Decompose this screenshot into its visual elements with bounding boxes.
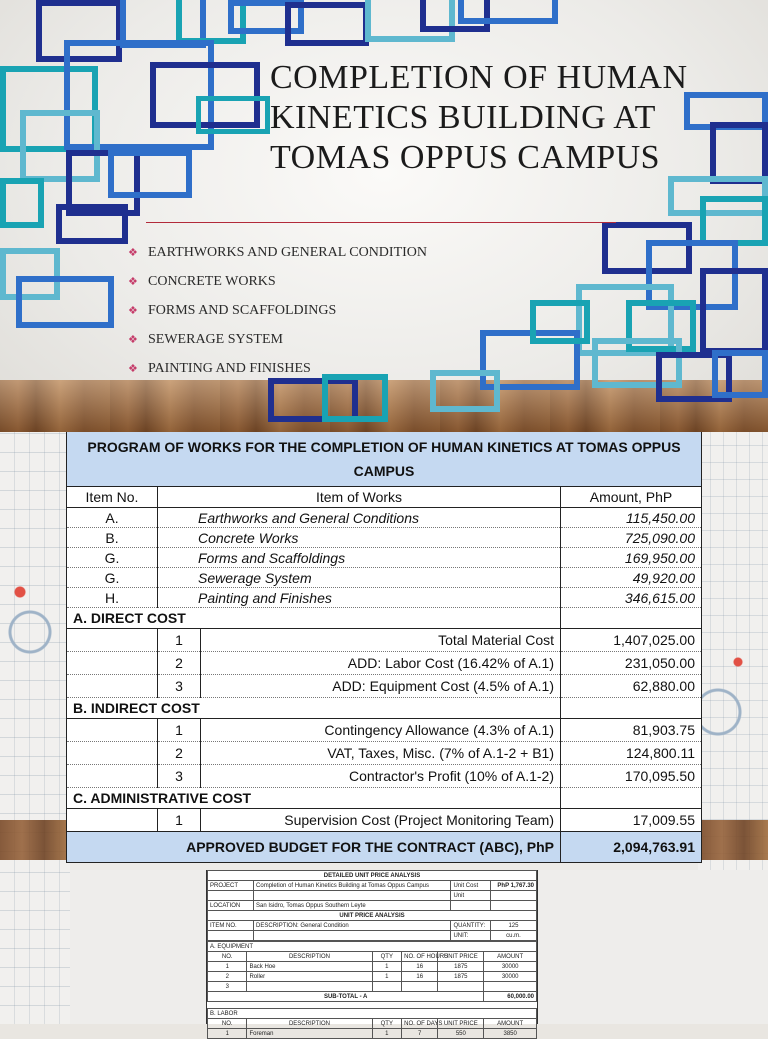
table-row: 1 Total Material Cost 1,407,025.00	[67, 629, 702, 652]
bullet-item: ❖ PAINTING AND FINISHES	[128, 360, 311, 376]
table-row: 1 Contingency Allowance (4.3% of A.1) 81,903.75	[67, 719, 702, 742]
table-title: PROGRAM OF WORKS FOR THE COMPLETION OF HUMAN KINETICS AT TOMAS OPPUS CAMPUS	[67, 432, 702, 487]
diamond-bullet-icon: ❖	[128, 276, 138, 288]
column-header-item-of-works: Item of Works	[158, 487, 561, 508]
blueprint-pattern-right	[698, 432, 768, 870]
abc-label: APPROVED BUDGET FOR THE CONTRACT (ABC), PhP	[67, 832, 561, 863]
project-name: Completion of Human Kinetics Building at Tomas Oppus Campus	[254, 881, 451, 891]
column-header-item-no: Item No.	[67, 487, 158, 508]
location-value: San Isidro, Tomas Oppus Southern Leyte	[254, 901, 451, 911]
table-row: 1 Back Hoe 1 16 1875 30000	[208, 962, 537, 972]
blueprint-pattern-left	[0, 432, 70, 870]
table-row: 3 ADD: Equipment Cost (4.5% of A.1) 62,880.00	[67, 675, 702, 698]
bullet-list	[128, 238, 427, 383]
blueprint-pattern-left	[0, 870, 70, 1024]
program-of-works-panel	[0, 432, 768, 870]
abc-amount: 2,094,763.91	[561, 832, 702, 863]
table-title-row	[67, 432, 702, 487]
table-row: H. Painting and Finishes 346,615.00	[67, 588, 702, 608]
table-row: B. Concrete Works 725,090.00	[67, 528, 702, 548]
diamond-bullet-icon: ❖	[128, 334, 138, 346]
title-slide	[0, 0, 768, 432]
table-row: 1 Foreman 1 7 550 3850	[208, 1029, 537, 1039]
column-header-row	[67, 487, 702, 508]
bullet-item: ❖ FORMS AND SCAFFOLDINGS	[128, 302, 337, 318]
unit-price-header-table: DETAILED UNIT PRICE ANALYSIS PROJECT Completion of Human Kinetics Building at Tomas Oppus Campus Unit Cost PhP 1,767.30 Unit LOCATION San Isidro, Tomas Oppus Southern Leyte UNIT PRICE ANALYSIS ITEM NO. DESCRIPTION: General Condition QUANTITY: 125 UNIT: cu.m.	[207, 870, 537, 941]
total-row	[67, 832, 702, 863]
table-row: 2 ADD: Labor Cost (16.42% of A.1) 231,050.00	[67, 652, 702, 675]
column-header-amount: Amount, PhP	[561, 487, 702, 508]
table-row: 3	[208, 982, 537, 992]
diamond-bullet-icon: ❖	[128, 305, 138, 317]
table-row: 2 VAT, Taxes, Misc. (7% of A.1-2 + B1) 124,800.11	[67, 742, 702, 765]
diamond-bullet-icon: ❖	[128, 363, 138, 375]
title-divider	[146, 222, 616, 223]
section-header-direct-cost: A. DIRECT COST	[67, 608, 702, 629]
table-row: G. Sewerage System 49,920.00	[67, 568, 702, 588]
table-row: G. Forms and Scaffoldings 169,950.00	[67, 548, 702, 568]
bullet-item: ❖ CONCRETE WORKS	[128, 273, 276, 289]
bullet-item: ❖ EARTHWORKS AND GENERAL CONDITION	[128, 244, 428, 260]
sheet-title: DETAILED UNIT PRICE ANALYSIS	[208, 871, 537, 881]
unit-cost-value: PhP 1,767.30	[490, 881, 536, 891]
equipment-table: A. EQUIPMENT NO. DESCRIPTION QTY NO. OF HOURS UNIT PRICE AMOUNT 1 Back Hoe 1 16 1875 30000 2 Roller 1 16 1875 30000 3 SUB-TOTAL - A 60,000.00 B. LABOR NO. DESCRIPTION QTY NO. OF DAYS UNIT PRICE AMOUNT 1 Foreman 1 7 550 3850	[207, 941, 537, 1039]
diamond-bullet-icon: ❖	[128, 247, 138, 259]
bullet-item: ❖ SEWERAGE SYSTEM	[128, 331, 283, 347]
unit-price-analysis-sheet	[206, 870, 538, 1037]
table-row: 3 Contractor's Profit (10% of A.1-2) 170,095.50	[67, 765, 702, 788]
section-header-indirect-cost: B. INDIRECT COST	[67, 698, 702, 719]
section-header-administrative-cost: C. ADMINISTRATIVE COST	[67, 788, 702, 809]
program-of-works-table	[66, 432, 702, 863]
table-row: 1 Supervision Cost (Project Monitoring Team) 17,009.55	[67, 809, 702, 832]
table-row: A. Earthworks and General Conditions 115,450.00	[67, 508, 702, 528]
slide-title: COMPLETION OF HUMAN KINETICS BUILDING AT TOMAS OPPUS CAMPUS	[270, 59, 688, 176]
table-row: 2 Roller 1 16 1875 30000	[208, 972, 537, 982]
unit-price-analysis-panel	[0, 870, 768, 1037]
